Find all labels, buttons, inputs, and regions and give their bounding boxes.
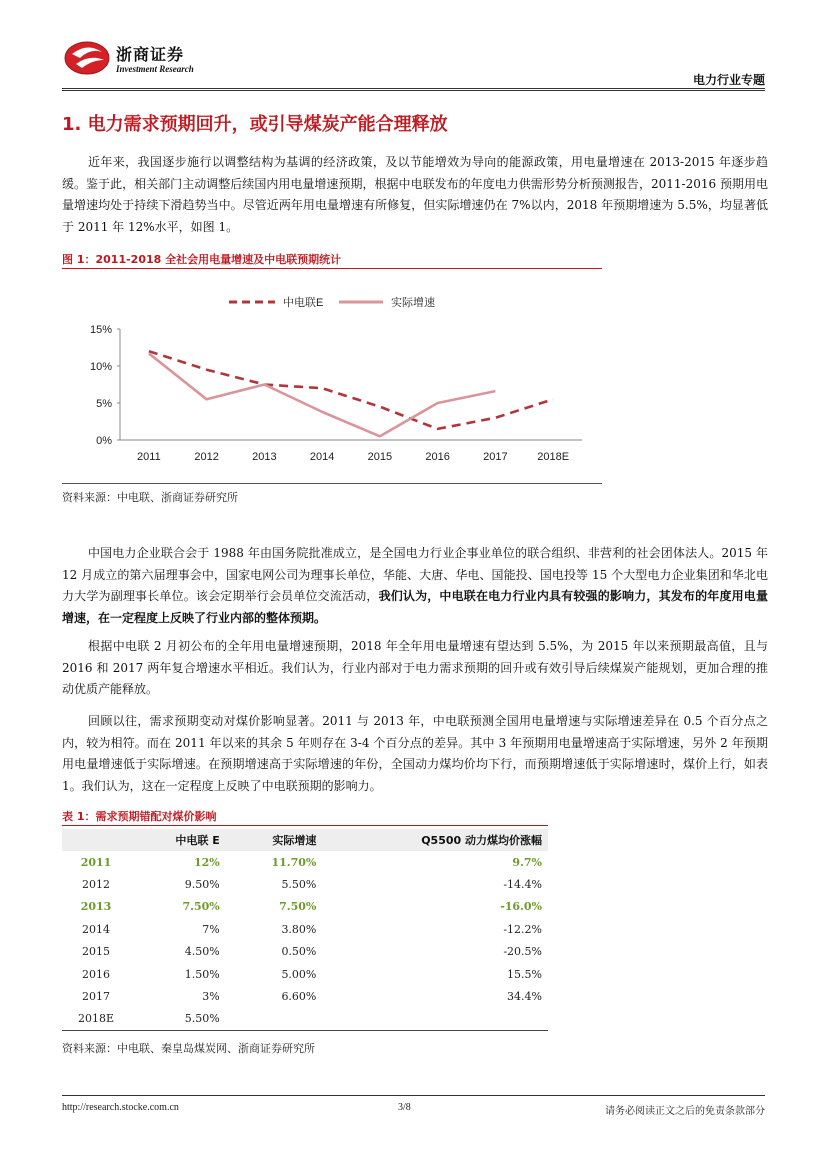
paragraph-forecast: 根据中电联 2 月初公布的全年用电量增速预期，2018 年全年用电量增速有望达到 5.5%，为 2015 年以来预期最高值，且与 2016 和 2017 两年复合增速水平相近。我们认为，行业内部对于电力需求预期的回升或有效引导后续煤炭产能规划，更加合理的推动优质产能释放。 xyxy=(62,639,768,696)
figure-bottom-rule xyxy=(62,483,602,484)
table-header-cell: 实际增速 xyxy=(226,829,323,851)
table-cell-year: 2018E xyxy=(62,1008,130,1031)
table-cell-year: 2012 xyxy=(82,878,110,892)
table-cell-year: 2017 xyxy=(82,990,110,1004)
table-cell-actual: 11.70% xyxy=(271,855,317,869)
table-cell-forecast: 1.50% xyxy=(184,967,220,981)
table-row xyxy=(62,963,548,985)
x-tick-label: 2015 xyxy=(367,451,393,463)
table-cell-coal: 15.5% xyxy=(507,967,542,981)
table-header-cell xyxy=(62,829,130,851)
paragraph-cec-bold: 我们认为，中电联在电力行业内具有较强的影响力，其发布的年度用电量增速，在一定程度上反映了行业内部的整体预期。 xyxy=(62,589,768,625)
y-tick-label: 5% xyxy=(96,398,112,410)
table-caption: 表 1：需求预期错配对煤价影响 xyxy=(62,810,217,823)
growth-line-chart xyxy=(62,280,602,480)
table-cell-actual: 3.80% xyxy=(281,922,317,936)
legend-label-forecast: 中电联E xyxy=(283,297,324,309)
y-tick-label: 10% xyxy=(89,361,112,373)
table-header-row xyxy=(62,829,548,851)
table-caption-rule xyxy=(62,825,548,826)
table-cell-forecast: 12% xyxy=(193,855,220,869)
table-cell-coal: -14.4% xyxy=(503,878,542,892)
table-cell-year: 2015 xyxy=(82,945,110,959)
table-header-cell: 中电联 E xyxy=(130,829,226,851)
table-row xyxy=(62,896,548,918)
chart-axes xyxy=(90,324,582,463)
stocke-logo-icon xyxy=(62,36,112,76)
report-type-label: 电力行业专题 xyxy=(692,73,765,87)
table-cell-actual: 6.60% xyxy=(281,990,317,1004)
y-tick-label: 0% xyxy=(96,435,112,447)
figure-caption: 图 1：2011-2018 全社会用电量增速及中电联预期统计 xyxy=(62,253,342,266)
footer-url-link[interactable]: http://research.stocke.com.cn xyxy=(62,1102,179,1113)
x-tick-label: 2013 xyxy=(252,451,277,463)
table-cell-forecast: 3% xyxy=(202,990,220,1004)
table-cell-forecast: 9.50% xyxy=(184,878,220,892)
table-cell-forecast: 7.50% xyxy=(182,900,220,914)
series-line-forecast xyxy=(149,351,553,429)
table-row xyxy=(62,1008,548,1031)
series-line-actual xyxy=(149,353,496,436)
table-row xyxy=(62,873,548,895)
brand-name: 浙商证券 xyxy=(116,45,185,64)
table-cell-coal: -12.2% xyxy=(503,922,542,936)
y-tick-label: 15% xyxy=(89,324,112,336)
coal-price-table xyxy=(62,829,548,1031)
table-cell-coal: -20.5% xyxy=(503,945,542,959)
x-tick-label: 2014 xyxy=(309,451,335,463)
table-cell-coal: 34.4% xyxy=(507,990,542,1004)
table-cell-coal: 9.7% xyxy=(512,855,542,869)
brand-subtitle: Investment Research xyxy=(116,64,194,74)
paragraph-review: 回顾以往，需求预期变动对煤价影响显著。2011 与 2013 年，中电联预测全国用电量增速与实际增速差异在 0.5 个百分点之内，较为相符。而在 2011 年以来的其余 5 年则存在 3-4 个百分点的差异。其中 3 年预期用电量增速高于实际增速，另外 2 年预期用电量增速低于实际增速。在预期增速高于实际增速的年份，全国动力煤均价均下行，而预期增速低于实际增速时，煤价上行，如表 1。我们认为，这在一定程度上反映了中电联预期的影响力。 xyxy=(62,714,768,793)
paragraph-intro: 近年来，我国逐步施行以调整结构为基调的经济政策，及以节能增效为导向的能源政策，用电量增速在 2013-2015 年逐步趋缓。鉴于此，相关部门主动调整后续国内用电量增速预期，根据中电联发布的年度电力供需形势分析预测报告，2011-2016 预期用电量增速均处于持续下滑趋势当中。尽管近两年用电量增速有所修复，但实际增速仍在 7%以内，2018 年预期增速为 5.5%，均显著低于 2011 年 12%水平，如图 1。 xyxy=(62,155,768,234)
table-header-cell: Q5500 动力煤均价涨幅 xyxy=(322,829,548,851)
table-cell-year: 2011 xyxy=(80,855,112,869)
x-tick-label: 2016 xyxy=(425,451,450,463)
table-row xyxy=(62,851,548,873)
paragraph-cec-text: 中国电力企业联合会于 1988 年由国务院批准成立，是全国电力行业企事业单位的联合组织、非营利的社会团体法人。2015 年 12 月成立的第六届理事会中，国家电网公司为理事长单位，华能、大唐、华电、国能投、国电投等 15 个大型电力企业集团和华北电力大学为副理事长单位。该会定期举行会员单位交流活动， xyxy=(62,546,768,603)
x-tick-label: 2018E xyxy=(537,451,570,463)
table-row xyxy=(62,985,548,1007)
table-body xyxy=(62,851,548,1031)
chart-legend xyxy=(229,295,435,309)
x-tick-label: 2017 xyxy=(483,451,508,463)
table-cell-actual: 7.50% xyxy=(279,900,317,914)
table-cell-forecast: 5.50% xyxy=(130,1008,226,1031)
figure-caption-rule xyxy=(62,268,602,269)
table-cell-actual xyxy=(226,1008,323,1031)
table-cell-forecast: 4.50% xyxy=(184,945,220,959)
table-cell-coal: -16.0% xyxy=(500,900,542,914)
table-cell-year: 2014 xyxy=(82,922,110,936)
footer-disclaimer: 请务必阅读正文之后的免责条款部分 xyxy=(605,1106,765,1117)
x-tick-label: 2012 xyxy=(194,451,219,463)
table-cell-year: 2016 xyxy=(82,967,110,981)
table-cell-actual: 5.00% xyxy=(281,967,317,981)
table-cell-year: 2013 xyxy=(80,900,112,914)
table-cell-actual: 0.50% xyxy=(281,945,317,959)
table-cell-actual: 5.50% xyxy=(281,878,317,892)
table-cell-coal xyxy=(322,1008,548,1031)
page-number: 3/8 xyxy=(398,1102,411,1113)
x-tick-label: 2011 xyxy=(137,451,161,463)
table-cell-forecast: 7% xyxy=(202,922,220,936)
header-divider xyxy=(62,88,765,91)
table-row xyxy=(62,941,548,963)
section-title: 1. 电力需求预期回升，或引导煤炭产能合理释放 xyxy=(62,114,448,135)
table-source: 资料来源：中电联、秦皇岛煤炭网、浙商证券研究所 xyxy=(62,1042,315,1055)
paragraph-cec-intro xyxy=(62,543,768,629)
legend-label-actual: 实际增速 xyxy=(391,297,435,309)
table-row xyxy=(62,918,548,940)
footer-divider xyxy=(62,1095,765,1096)
chart-series xyxy=(149,351,553,436)
figure-source: 资料来源：中电联、浙商证券研究所 xyxy=(62,491,238,504)
